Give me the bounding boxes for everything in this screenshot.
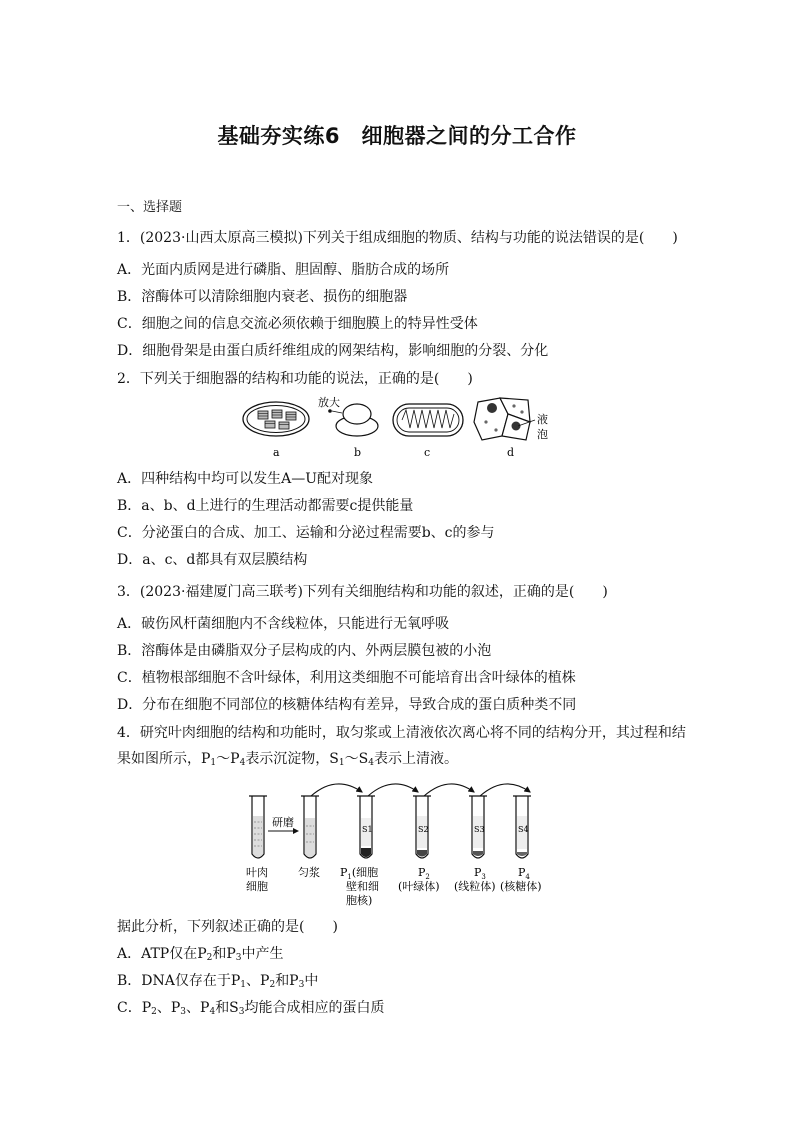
caption-p2-desc: (叶绿体) [398, 880, 440, 893]
caption-p3: $P_3$ [474, 866, 486, 881]
grind-label: 研磨 [272, 816, 294, 829]
q2-option-d[interactable]: D．a、c、d都具有双层膜结构 [117, 552, 308, 568]
s4-label: S4 [518, 825, 529, 834]
q2-stem: 2．下列关于细胞器的结构和功能的说法，正确的是( ) [117, 371, 473, 387]
q3-stem: 3．(2023·福建厦门高三联考)下列有关细胞结构和功能的叙述，正确的是( ) [117, 584, 608, 600]
tube-homogenate [301, 796, 319, 858]
chloroplast-drawing [243, 402, 309, 436]
q4-analysis: 据此分析，下列叙述正确的是( ) [117, 919, 338, 935]
tube-leaf-cells [249, 796, 267, 858]
caption-p3-desc: (线粒体) [454, 880, 496, 893]
q1-stem: 1．(2023·山西太原高三模拟)下列关于组成细胞的物质、结构与功能的说法错误的是( ) [117, 230, 678, 246]
plant-cell-drawing [474, 398, 548, 441]
centrifuge-figure [238, 776, 558, 912]
caption-p1-line2: 壁和细 [346, 880, 379, 893]
caption-homogenate: 匀浆 [298, 866, 320, 879]
label-c: c [424, 446, 431, 459]
organelle-figure [238, 392, 556, 462]
label-a: a [273, 446, 280, 459]
q4-stem-line2: 果如图所示，$P_1\sim P_4$表示沉淀物，$S_1\sim S_4$表示上清液。 [117, 751, 458, 768]
caption-leaf-1: 叶肉 [246, 866, 268, 879]
q4-option-a[interactable]: A．ATP仅在$P_2$和$P_3$中产生 [117, 946, 284, 963]
q1-option-d[interactable]: D．细胞骨架是由蛋白质纤维组成的网架结构，影响细胞的分裂、分化 [117, 343, 549, 359]
q3-option-c[interactable]: C．植物根部细胞不含叶绿体，利用这类细胞不可能培育出含叶绿体的植株 [117, 670, 576, 686]
mitochondrion-drawing [393, 404, 463, 436]
q2-option-c[interactable]: C．分泌蛋白的合成、加工、运输和分泌过程需要b、c的参与 [117, 525, 495, 541]
s1-label: S1 [362, 825, 373, 834]
vacuole-label-1: 液 [537, 413, 548, 426]
q4-stem-line1: 4．研究叶肉细胞的结构和功能时，取匀浆或上清液依次离心将不同的结构分开，其过程和结 [117, 725, 686, 741]
tube-p2 [413, 796, 431, 858]
q2-option-b[interactable]: B．a、b、d上进行的生理活动都需要c提供能量 [117, 498, 414, 514]
caption-p4-desc: (核糖体) [500, 880, 542, 893]
q1-option-c[interactable]: C．细胞之间的信息交流必须依赖于细胞膜上的特异性受体 [117, 316, 478, 332]
label-d: d [507, 446, 515, 459]
q1-option-a[interactable]: A．光面内质网是进行磷脂、胆固醇、脂肪合成的场所 [117, 262, 450, 278]
page-title: 基础夯实练6 细胞器之间的分工合作 [217, 124, 577, 148]
tube-p4 [513, 796, 531, 858]
ribosome-drawing [318, 395, 378, 436]
q2-option-a[interactable]: A．四种结构中均可以发生A—U配对现象 [117, 471, 374, 487]
caption-p4: $P_4$ [518, 866, 530, 881]
s2-label: S2 [418, 825, 429, 834]
s3-label: S3 [474, 825, 485, 834]
vacuole-label-2: 泡 [537, 428, 548, 441]
q3-option-d[interactable]: D．分布在细胞不同部位的核糖体结构有差异，导致合成的蛋白质种类不同 [117, 697, 577, 713]
magnify-label: 放大 [318, 396, 340, 409]
caption-p1: $P_1$(细胞 [340, 866, 379, 881]
caption-p2: $P_2$ [418, 866, 430, 881]
caption-leaf-2: 细胞 [246, 880, 268, 893]
q1-option-b[interactable]: B．溶酶体可以清除细胞内衰老、损伤的细胞器 [117, 289, 408, 305]
q3-option-a[interactable]: A．破伤风杆菌细胞内不含线粒体，只能进行无氧呼吸 [117, 616, 450, 632]
q3-option-b[interactable]: B．溶酶体是由磷脂双分子层构成的内、外两层膜包被的小泡 [117, 643, 492, 659]
section-heading: 一、选择题 [117, 200, 183, 215]
label-b: b [354, 446, 362, 459]
q4-option-b[interactable]: B．DNA仅存在于$P_1$、$P_2$和$P_3$中 [117, 973, 319, 990]
caption-p1-line3: 胞核) [346, 894, 373, 907]
tube-p1 [357, 796, 375, 858]
q4-option-c[interactable]: C．$P_2$、$P_3$、$P_4$和$S_3$均能合成相应的蛋白质 [117, 1000, 385, 1017]
tube-p3 [469, 796, 487, 858]
